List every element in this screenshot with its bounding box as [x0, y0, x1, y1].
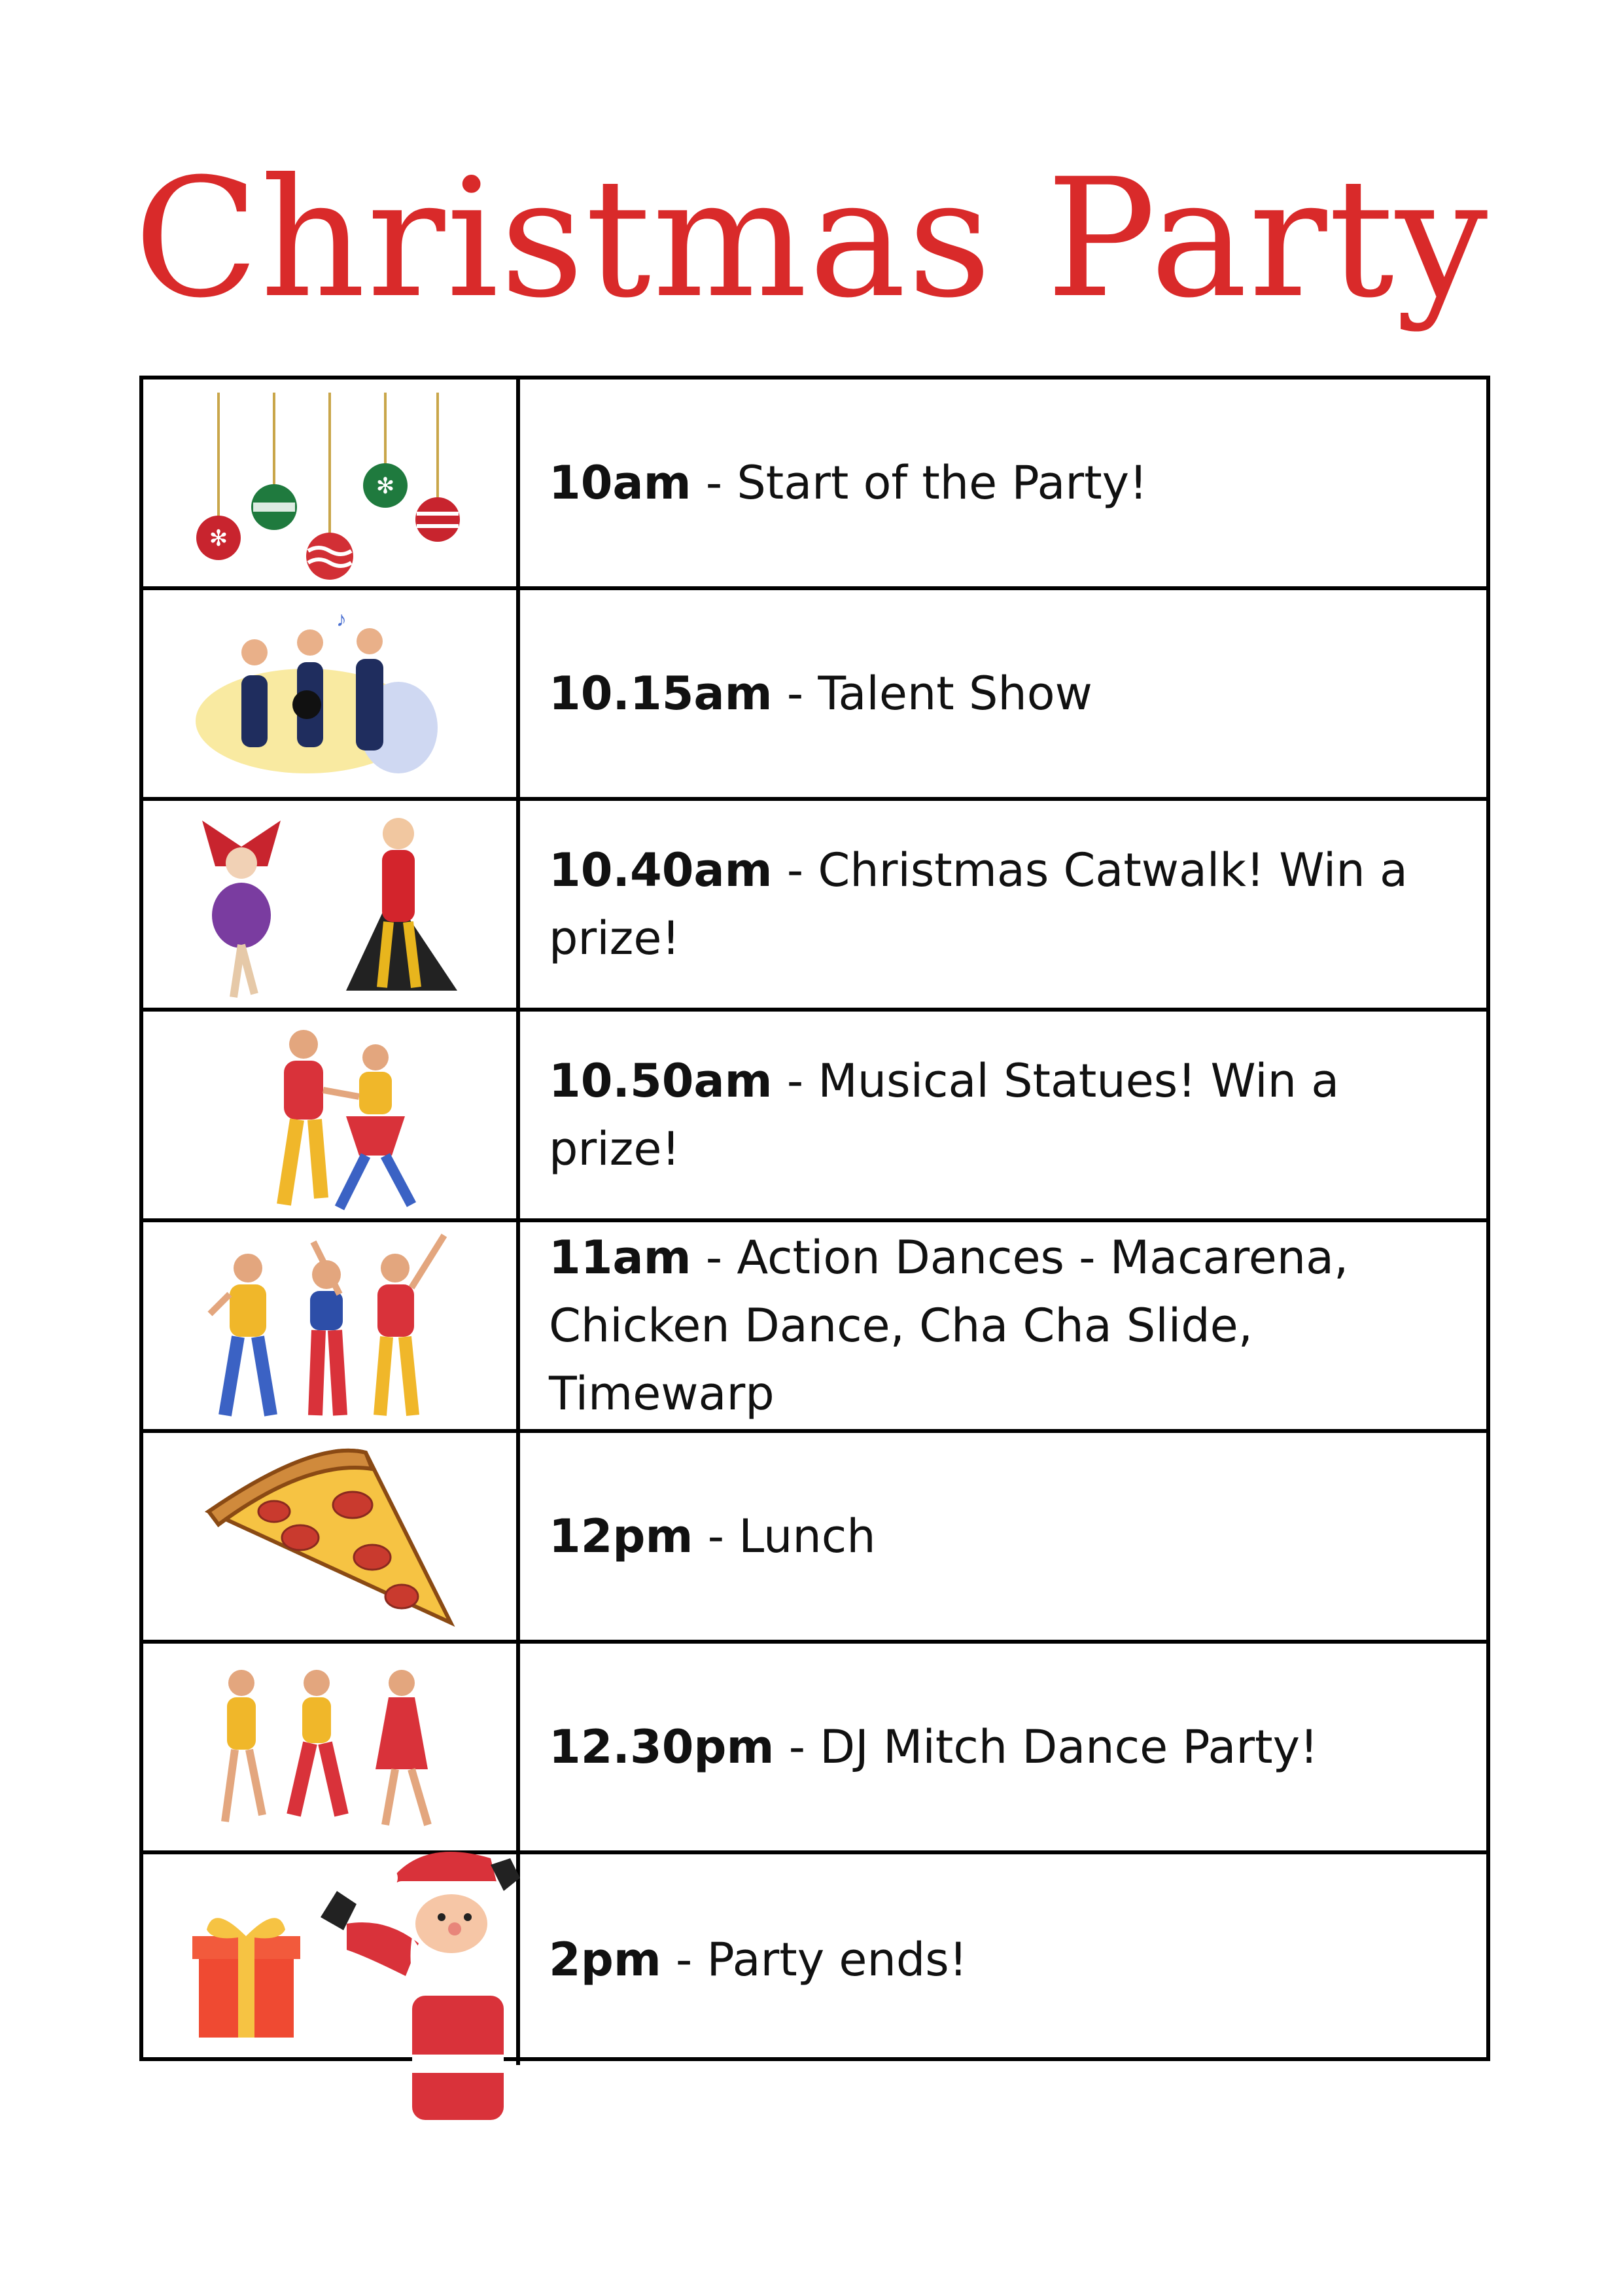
schedule-time: 10.50am	[549, 1054, 773, 1108]
schedule-activity: - Lunch	[693, 1510, 876, 1563]
schedule-row	[143, 380, 1486, 590]
schedule-row	[143, 1644, 1486, 1854]
schedule-time: 10.40am	[549, 843, 773, 897]
schedule-time: 10am	[549, 456, 691, 510]
schedule-entry	[549, 836, 1447, 972]
baubles-icon	[143, 380, 520, 586]
schedule-table	[139, 376, 1490, 2061]
schedule-row	[143, 801, 1486, 1012]
schedule-row	[143, 1222, 1486, 1433]
schedule-entry	[549, 660, 1092, 728]
schedule-activity: - Christmas Catwalk! Win a prize!	[549, 843, 1408, 965]
schedule-activity: - Start of the Party!	[691, 456, 1148, 510]
schedule-row	[143, 590, 1486, 801]
schedule-activity: - Action Dances - Macarena, Chicken Dance, Cha Cha Slide, Timewarp	[549, 1231, 1349, 1421]
schedule-activity: - DJ Mitch Dance Party!	[774, 1720, 1319, 1774]
schedule-time: 10.15am	[549, 667, 773, 720]
schedule-time: 12pm	[549, 1510, 693, 1563]
schedule-time: 12.30pm	[549, 1720, 775, 1774]
schedule-entry	[549, 1713, 1318, 1781]
schedule-entry	[549, 1224, 1447, 1428]
schedule-activity: - Musical Statues! Win a prize!	[549, 1054, 1340, 1176]
dancers-icon	[143, 1222, 520, 1429]
schedule-row	[143, 1854, 1486, 2065]
dance-party-icon	[143, 1644, 520, 1850]
schedule-row	[143, 1433, 1486, 1644]
schedule-entry	[549, 1047, 1447, 1183]
page-title: Christmas Party	[133, 143, 1490, 334]
gift-box-icon	[143, 1854, 520, 2065]
schedule-time: 11am	[549, 1231, 691, 1284]
svg-text:✻: ✻	[375, 474, 395, 499]
schedule-activity: - Party ends!	[661, 1933, 968, 1987]
svg-text:✻: ✻	[209, 527, 228, 551]
schedule-entry	[549, 1926, 968, 1994]
costumes-icon	[143, 801, 520, 1008]
singers-icon	[143, 590, 520, 797]
schedule-entry	[549, 449, 1147, 517]
pizza-slice-icon	[143, 1433, 520, 1640]
schedule-time: 2pm	[549, 1933, 661, 1987]
schedule-entry	[549, 1502, 876, 1570]
schedule-row	[143, 1012, 1486, 1222]
dancing-couple-icon	[143, 1012, 520, 1218]
schedule-activity: - Talent Show	[772, 667, 1092, 720]
svg-text:♪: ♪	[336, 607, 347, 631]
